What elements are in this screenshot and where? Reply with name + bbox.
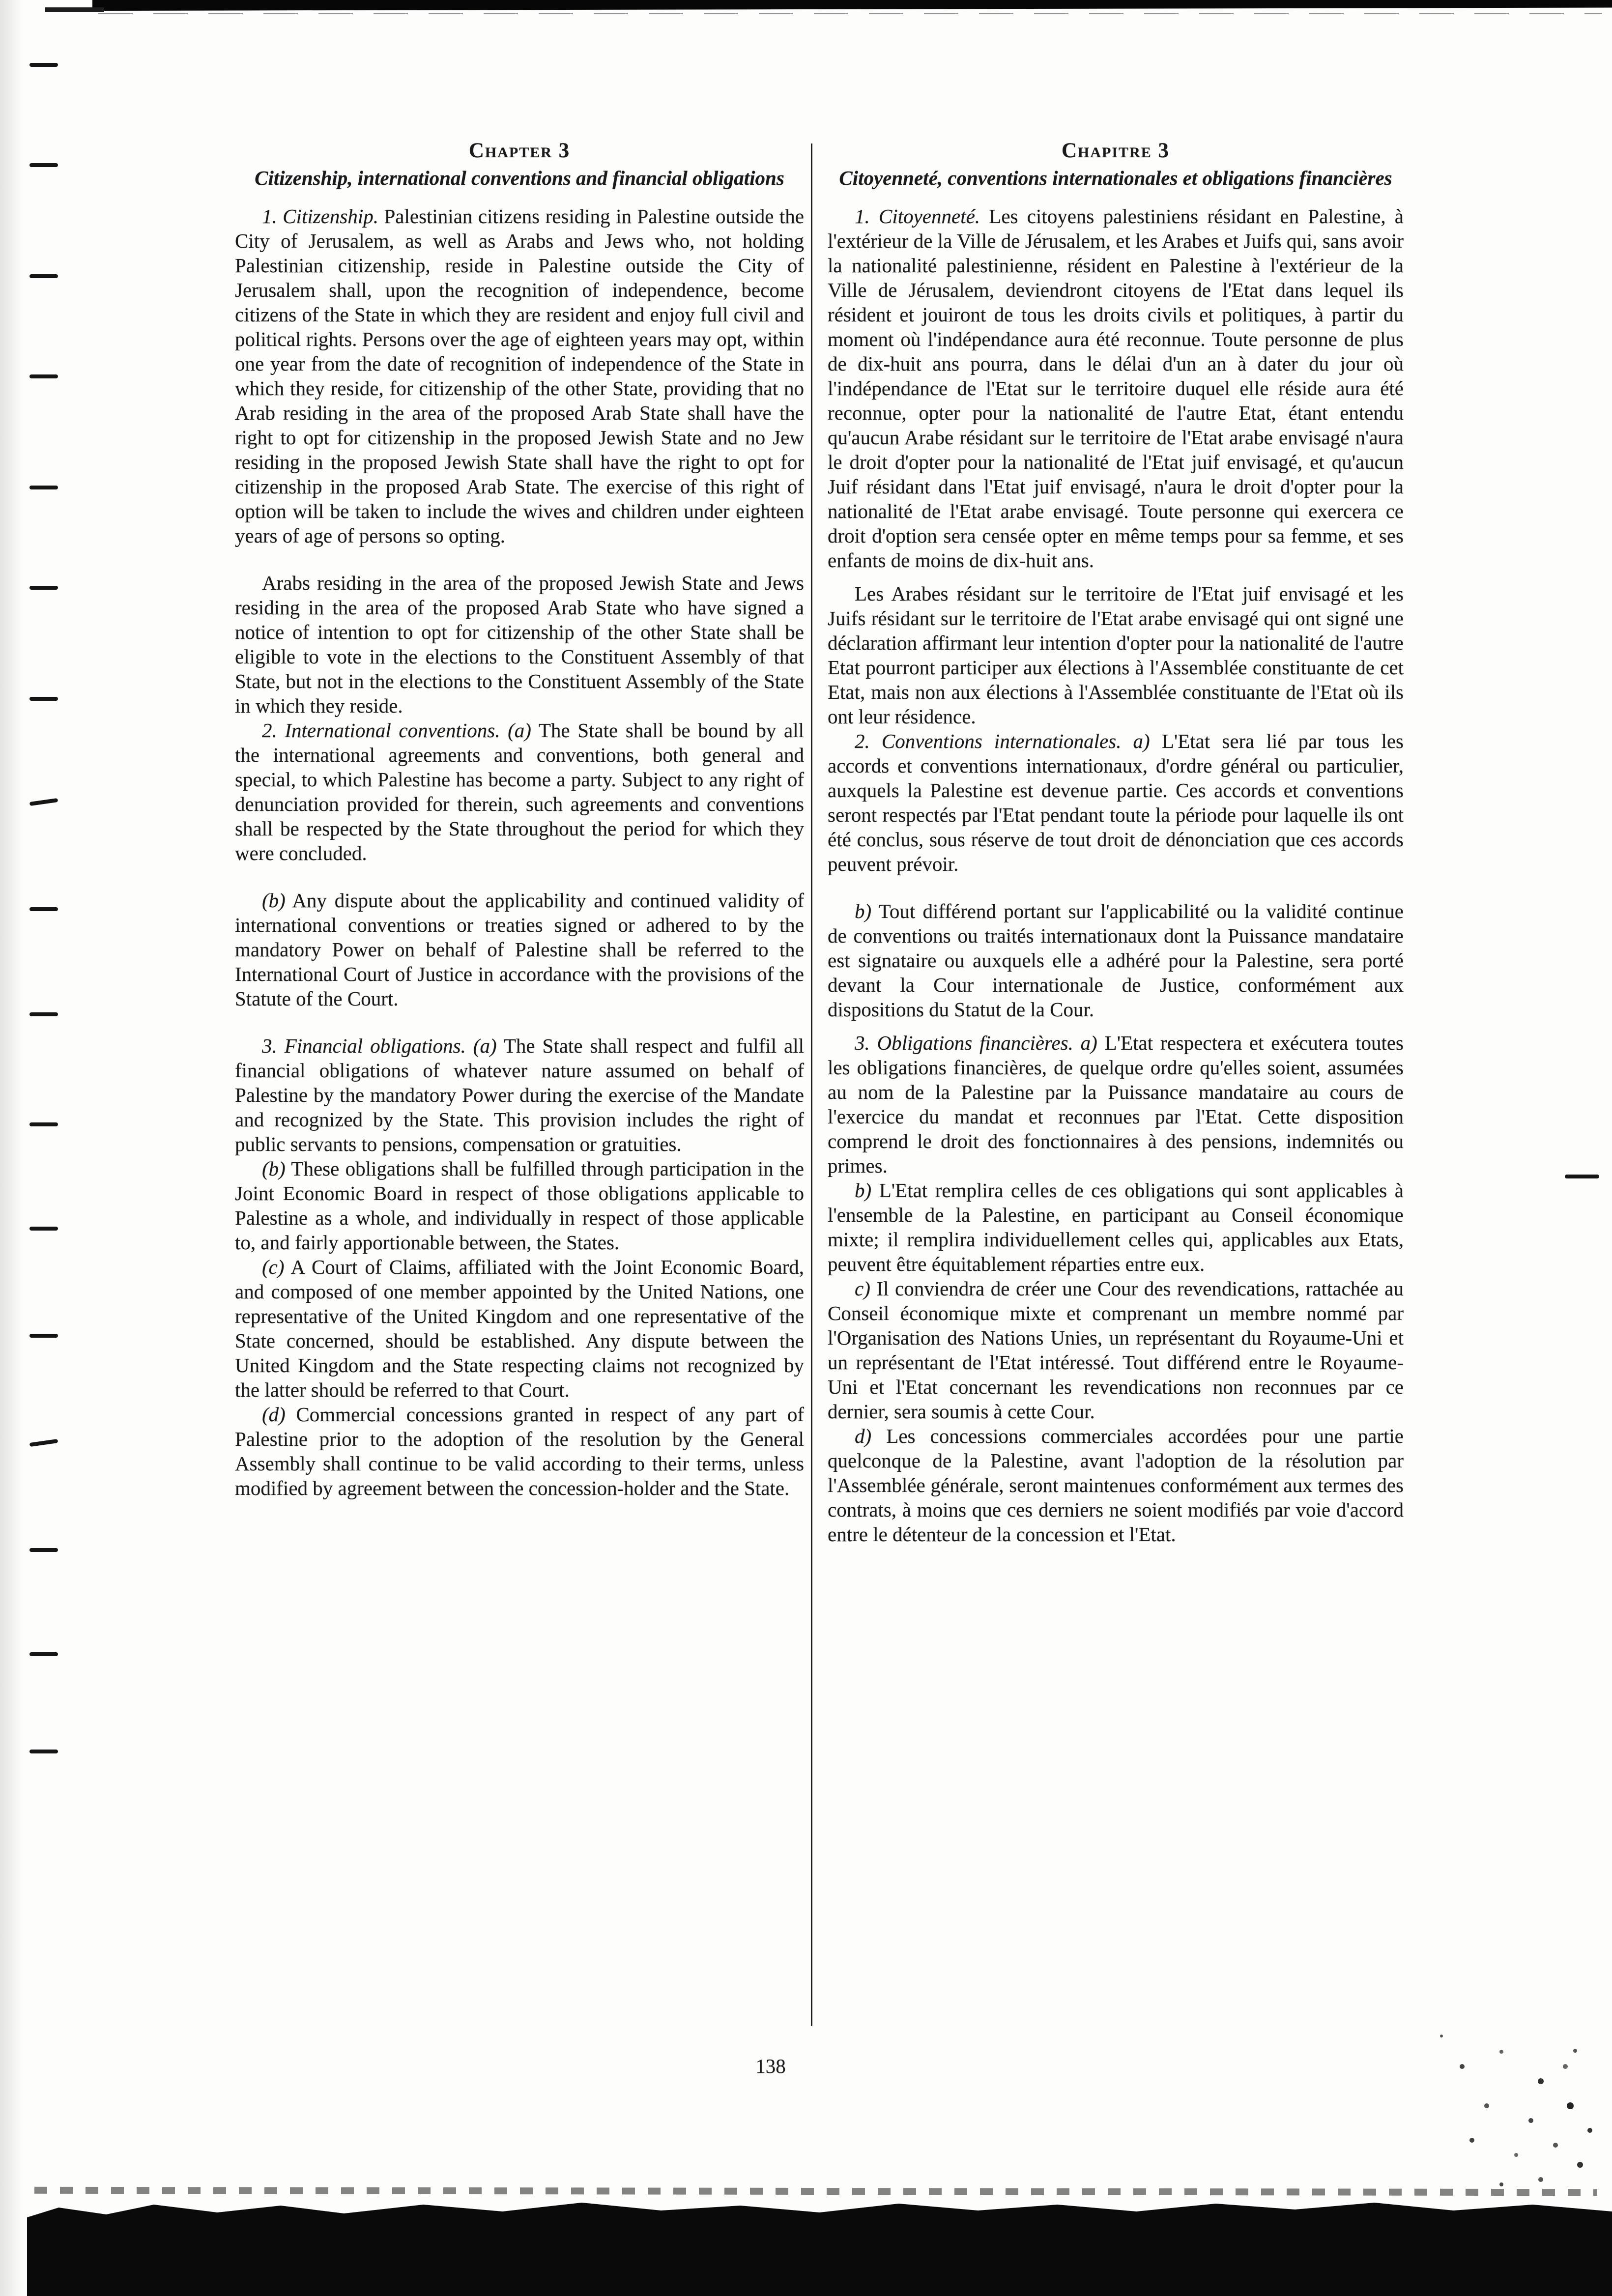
scan-noise-speckles [1440,2035,1443,2038]
paragraph-lead: (b) [262,889,286,912]
paragraph-text: Il conviendra de créer une Cour des revendications, rattachée au Conseil économique mixte et comprenant un membre nommé par l'Organisation des Nations Unies, un représentant du Royaume-Uni et un représentant de l'Etat intéressé. Tout différend entre le Royaume-Uni et l'Etat concernant les revendications non reconnues par ce dernier, sera soumis à cette Cour. [828,1277,1404,1423]
margin-scan-mark [29,798,58,806]
chapter-heading-english: Chapter 3 [468,139,571,162]
paragraph-lead: d) [855,1425,872,1448]
paragraph-text: Les concessions commerciales accordées pour une partie quelconque de la Palestine, avant l'adoption de la résolution par l'Assemblée générale, seront maintenues conformément aux termes des contrats, à moins que ces derniers ne soient modifiés par voie d'accord entre le détenteur de la concession et l'Etat. [828,1425,1404,1546]
scan-noise-band [34,2187,1597,2196]
margin-scan-mark [29,274,58,278]
paragraph-text: Any dispute about the applicability and continued validity of international conventions or treaties signed or adhered to by the mandatory Power on behalf of Palestine shall be referred to the International Court of Justice in accordance with the provisions of the Statute of the Court. [235,889,804,1010]
paragraph-text: These obligations shall be fulfilled through participation in the Joint Economic Board in respect of those obligations applicable to Palestine as a whole, and individually in respect of those applicable to, and fairly apportionable between, the States. [235,1157,805,1254]
chapter-heading-french: Chapitre 3 [1062,139,1170,162]
margin-scan-mark [29,63,58,67]
paragraph-fr-financieres-a [828,1031,1404,1178]
section-title-french: Citoyenneté, conventions internationales et obligations financières [839,167,1392,189]
paragraph-text: L'Etat respectera et exécutera toutes les obligations financières, de quelque ordre qu'elles soient, assumées au nom de la Palestine par la Puissance mandataire au cours de l'exercice du mandat et reconnues par l'Etat. Cette disposition comprend le droit des fonctionnaires à des pensions, indemnités ou primes. [828,1032,1404,1177]
paragraph-en-option-voting [235,571,804,718]
paragraph-text: Les Arabes résidant sur le territoire de l'Etat juif envisagé et les Juifs résidant sur le territoire de l'Etat arabe envisagé qui ont signé une déclaration affirmant leur intention d'opter pour la nationalité de l'autre Etat pourront participer aux élections à l'Assemblée constituante de cet Etat, mais non aux élections à l'Assemblée constituante de l'Etat où ils ont leur résidence. [828,582,1404,728]
margin-scan-mark [29,163,58,167]
paragraph-lead: b) [855,1179,872,1202]
french-column [828,139,1404,1547]
margin-scan-mark [29,486,58,489]
paragraph-text: Commercial concessions granted in respect of any part of Palestine prior to the adoption of the resolution by the General Assembly shall continue to be valid according to their terms, unless modified by agreement between the concession-holder and the State. [235,1403,805,1500]
margin-scan-mark [29,907,58,911]
margin-scan-mark [29,1750,58,1753]
paragraph-lead: 1. Citizenship. [262,205,378,228]
margin-scan-mark [29,1548,58,1552]
paragraph-fr-option-elections [828,581,1404,729]
paragraph-en-financial-d [235,1402,804,1500]
margin-scan-mark [29,1334,58,1338]
paragraph-text: Palestinian citizens residing in Palestine outside the City of Jerusalem, as well as Arabs and Jews who, not holding Palestinian citizenship, reside in Palestine outside the City of Jerusalem shall, upon the recognition of independence, become citizens of the State in which they are resident and enjoy full civil and political rights. Persons over the age of eighteen years may opt, within one year from the date of recognition of independence of the State in which they reside, for citizenship of the other State, providing that no Arab residing in the area of the proposed Arab State shall have the right to opt for citizenship in the proposed Jewish State and no Jew residing in the proposed Jewish State shall have the right to opt for citizenship in the proposed Arab State. The exercise of this right of option will be taken to include the wives and children under eighteen years of age of persons so opting. [235,205,804,547]
margin-scan-mark [29,1652,58,1656]
paragraph-fr-financieres-d [828,1424,1404,1547]
paragraph-lead: (d) [262,1403,286,1426]
paragraph-lead: (b) [262,1157,286,1180]
paragraph-text: Arabs residing in the area of the proposed Jewish State and Jews residing in the area of the proposed Arab State who have signed a notice of intention to opt for citizenship of the other State shall be eligible to vote in the elections to the Constituent Assembly of that State, but not in the elections to the Constituent Assembly of the State in which they reside. [235,572,804,718]
paragraph-lead: 2. Conventions internationales. a) [855,730,1150,753]
paragraph-lead: (c) [262,1256,285,1279]
paragraph-fr-financieres-c [828,1276,1404,1424]
english-column [235,139,804,1500]
paragraph-fr-conventions-b [828,899,1404,1022]
paragraph-en-financial-b [235,1156,804,1255]
paragraph-fr-financieres-b [828,1178,1404,1276]
paragraph-lead: b) [855,900,872,923]
paragraph-en-conventions-b [235,888,804,1011]
margin-scan-mark [29,697,58,701]
paragraph-text: L'Etat remplira celles de ces obligations qui sont applicables à l'ensemble de la Palestine, en participant au Conseil économique mixte; il remplira individuellement celles qui, applicables aux Etats, peuvent être équitablement réparties entre eux. [828,1179,1404,1276]
section-title-english: Citizenship, international conventions and financial obligations [255,167,784,189]
paragraph-en-conventions-a [235,718,804,865]
paragraph-text: The State shall respect and fulfil all financial obligations of whatever nature assumed on behalf of Palestine by the mandatory Power during the exercise of the Mandate and recognized by the State. This provision includes the right of public servants to pensions, compensation or gratuities. [235,1034,804,1156]
margin-scan-mark [29,1012,58,1016]
scan-bottom-bar [27,2198,1612,2296]
paragraph-text: The State shall be bound by all the international agreements and conventions, both general and special, to which Palestine has become a party. Subject to any right of denunciation provided for therein, such agreements and conventions shall be respected by the State throughout the period for which they were concluded. [235,719,804,865]
scan-top-bar [92,0,1612,11]
scan-top-dash [45,7,104,12]
margin-scan-mark [29,1439,58,1447]
paragraph-fr-citoyennete [828,204,1404,573]
paragraph-lead: 3. Obligations financières. a) [855,1032,1097,1055]
paragraph-text: A Court of Claims, affiliated with the Joint Economic Board, and composed of one member appointed by the United Nations, one representative of the United Kingdom and one representative of the State concerned, should be established. Any dispute between the United Kingdom and the State respecting claims not recognized by the latter should be referred to that Court. [235,1256,804,1402]
scan-edge-shadow [0,0,23,2296]
page-number: 138 [755,2055,786,2077]
margin-scan-mark [29,374,58,378]
margin-scan-mark [29,1122,58,1126]
paragraph-lead: c) [855,1277,870,1300]
scan-top-hairline [98,13,1602,14]
paragraph-en-citizenship [235,204,804,548]
paragraph-fr-conventions-a [828,729,1404,876]
paragraph-text: Tout différend portant sur l'applicabilité ou la validité continue de conventions ou traités internationaux dont la Puissance mandataire est signataire ou auxquels elle a adhéré pour la Palestine, sera porté devant la Cour internationale de Justice, conformément aux dispositions du Statut de la Cour. [828,900,1404,1021]
paragraph-lead: 3. Financial obligations. (a) [262,1034,497,1058]
paragraph-en-financial-a [235,1033,804,1156]
paragraph-lead: 2. International conventions. (a) [262,719,531,742]
margin-scan-mark [1565,1175,1599,1178]
paragraph-lead: 1. Citoyenneté. [855,205,980,228]
paragraph-text: Les citoyens palestiniens résidant en Palestine, à l'extérieur de la Ville de Jérusalem, et les Arabes et Juifs qui, sans avoir la nationalité palestinienne, résident en Palestine à l'extérieur de la Ville de Jérusalem, deviendront citoyens de l'Etat dans lequel ils résident et jouiront de tous les droits civils et politiques, à partir du moment où l'indépendance aura été reconnue. Toute personne de plus de dix-huit ans pourra, dans le délai d'un an à dater du jour où l'indépendance de l'Etat sur le territoire duquel elle réside aura été reconnue, opter pour la nationalité de l'autre Etat, étant entendu qu'aucun Arabe résidant sur le territoire de l'Etat arabe envisagé n'aura le droit d'opter pour la nationalité de l'Etat juif envisagé, et qu'aucun Juif résidant dans l'Etat juif envisagé, n'aura le droit d'opter pour la nationalité de l'Etat arabe envisagé. Toute personne qui exercera ce droit d'option sera censée opter en même temps pour sa femme, et ses enfants de moins de dix-huit ans. [828,205,1404,572]
paragraph-en-financial-c [235,1255,804,1402]
paragraph-text: L'Etat sera lié par tous les accords et conventions internationaux, d'ordre général ou particulier, auxquels la Palestine est devenue partie. Ces accords et conventions seront respectés par l'Etat pendant toute la période pour laquelle ils ont été conclus, sous réserve de tout droit de dénonciation que ces accords peuvent prévoir. [828,730,1404,876]
margin-scan-mark [29,586,58,590]
margin-scan-mark [29,1227,58,1231]
column-divider-rule [811,144,812,2026]
